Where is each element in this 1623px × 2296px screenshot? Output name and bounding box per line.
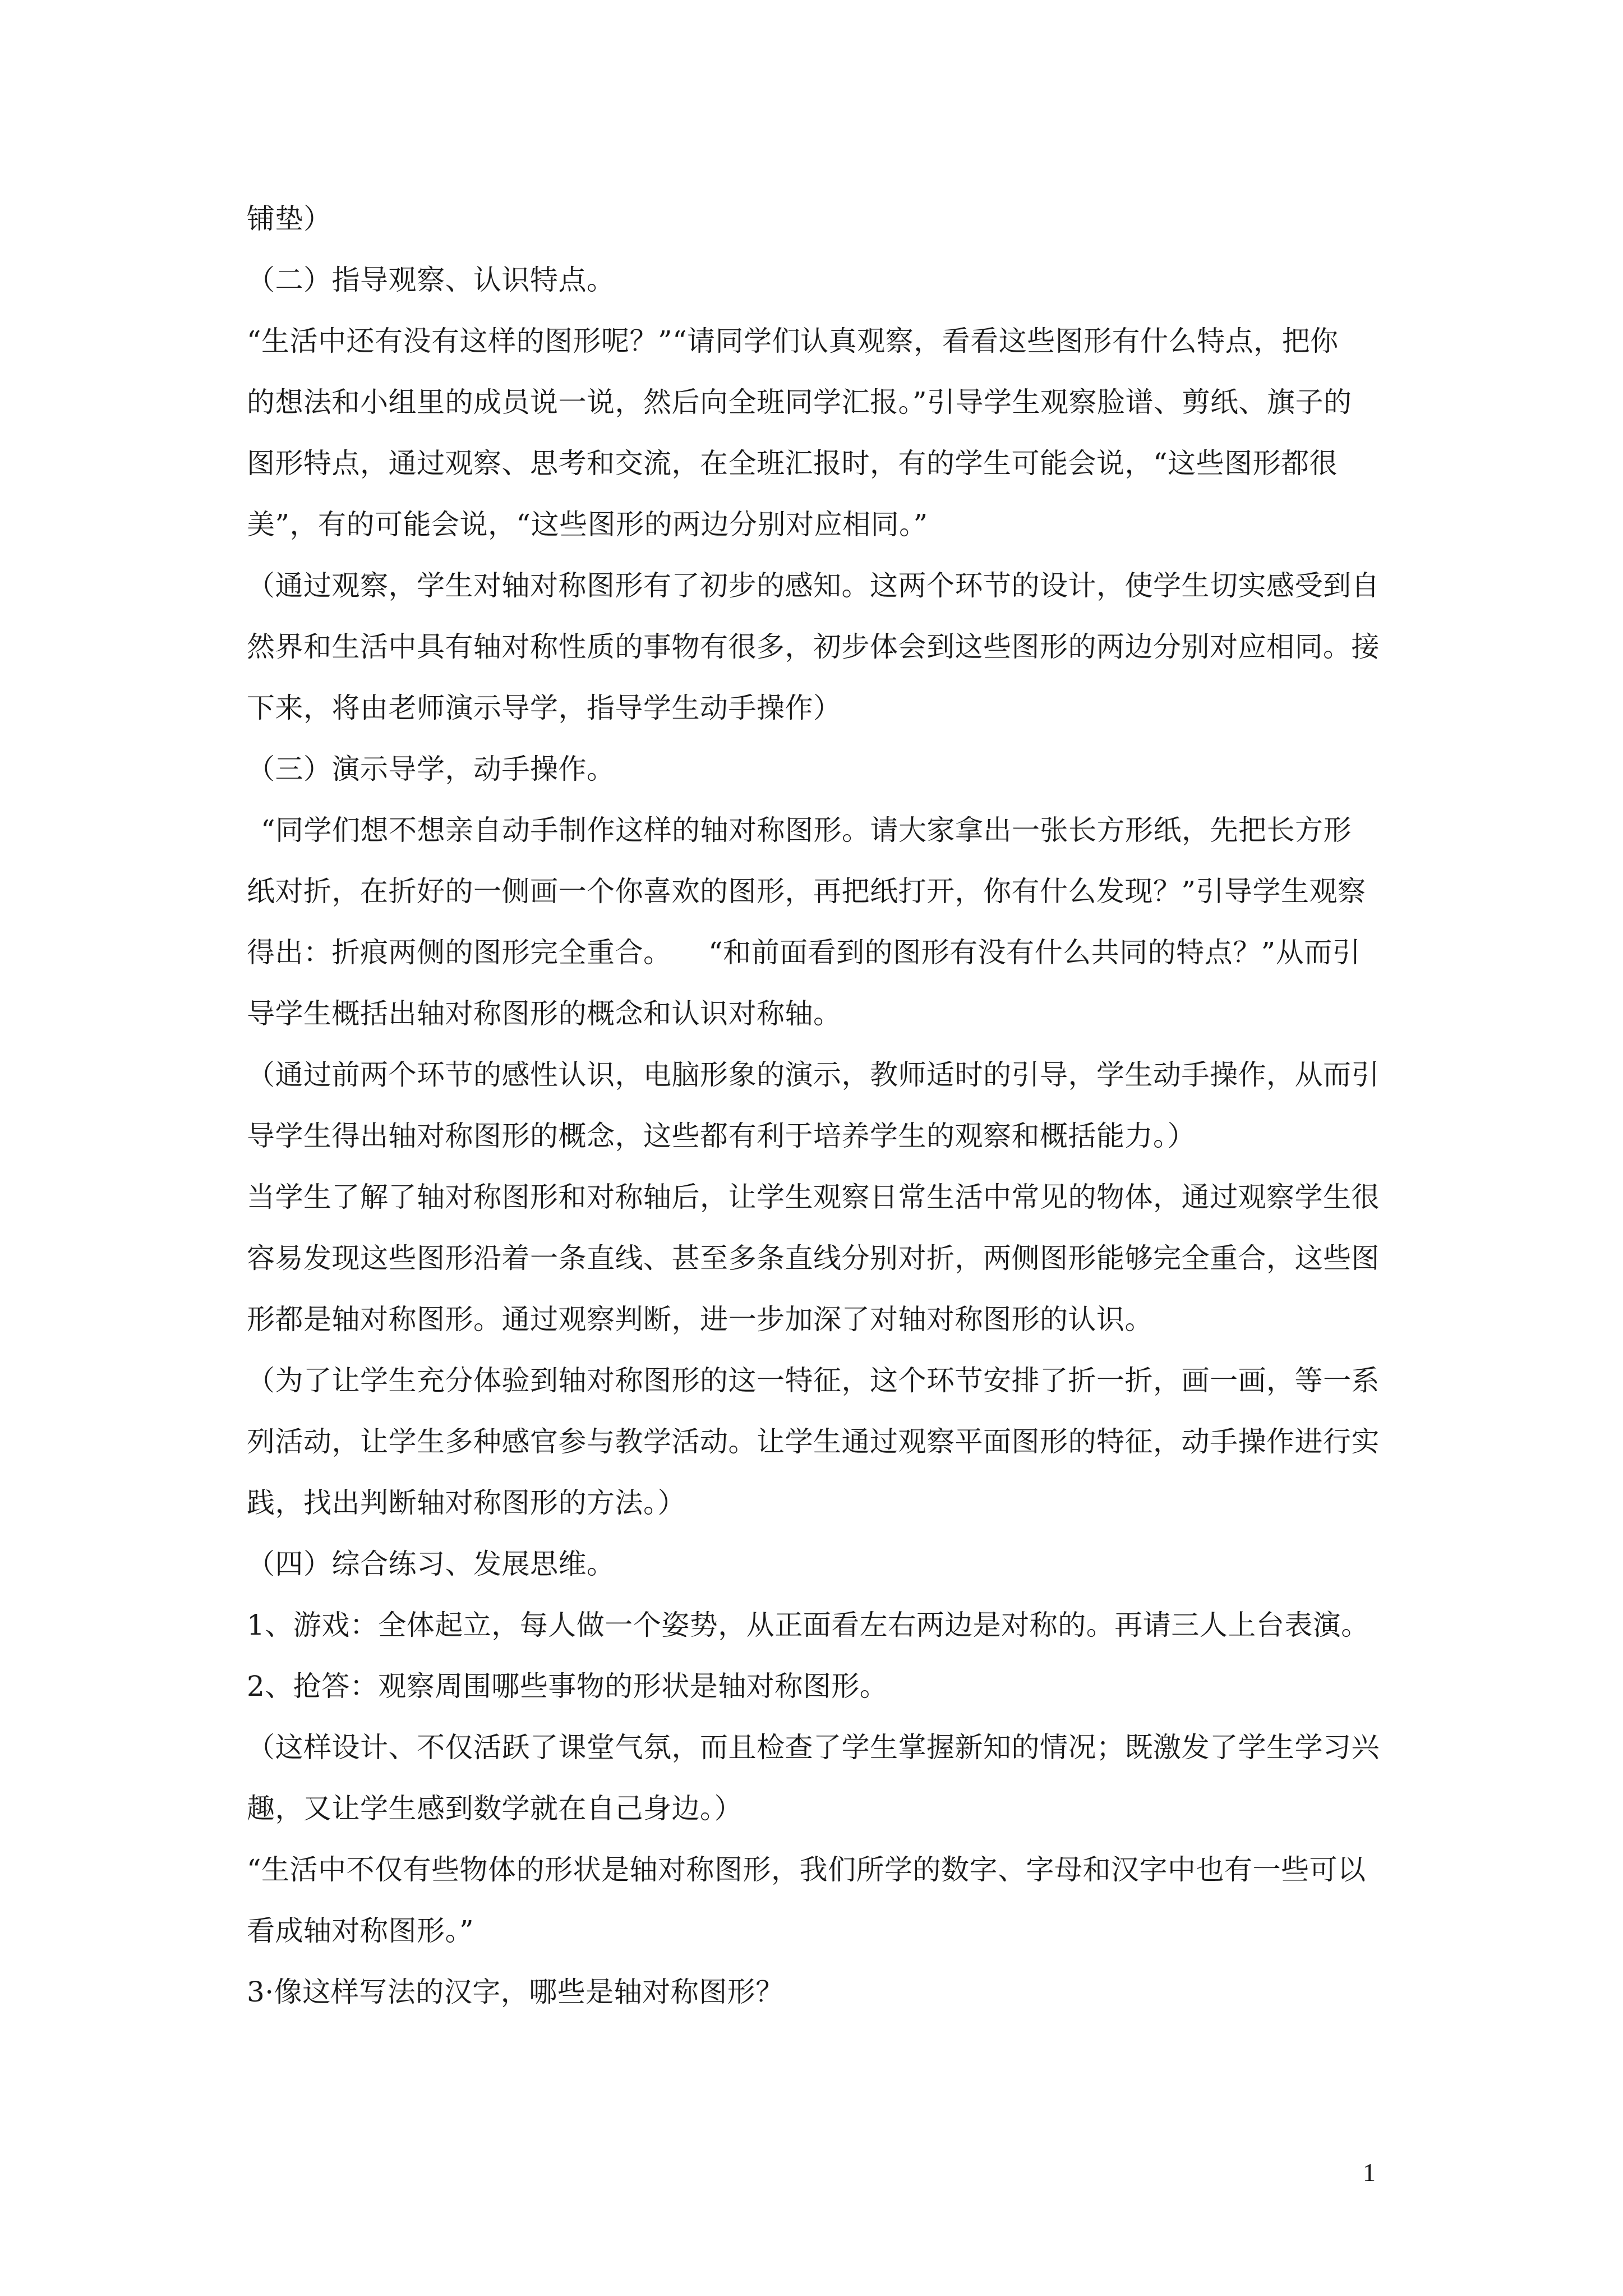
text-line: “生活中不仅有些物体的形状是轴对称图形，我们所学的数字、字母和汉字中也有一些可以 (247, 1853, 1366, 1886)
text-line: 图形特点，通过观察、思考和交流，在全班汇报时，有的学生可能会说，“这些图形都很 (247, 447, 1338, 480)
text-line: 列活动，让学生多种感官参与教学活动。让学生通过观察平面图形的特征，动手操作进行实 (247, 1425, 1380, 1458)
list-item: 3·像这样写法的汉字，哪些是轴对称图形？ (247, 1976, 784, 2008)
text-line: （为了让学生充分体验到轴对称图形的这一特征，这个环节安排了折一折，画一画，等一系 (247, 1364, 1380, 1397)
text-line: 的想法和小组里的成员说一说，然后向全班同学汇报。”引导学生观察脸谱、剪纸、旗子的 (247, 386, 1352, 418)
section-heading: （三）演示导学，动手操作。 (247, 753, 615, 785)
text-line: 容易发现这些图形沿着一条直线、甚至多条直线分别对折，两侧图形能够完全重合，这些图 (247, 1242, 1380, 1274)
text-line: 下来，将由老师演示导学，指导学生动手操作） (247, 692, 842, 724)
text-line: 美”，有的可能会说，“这些图形的两边分别对应相同。” (247, 508, 928, 541)
text-line: 践，找出判断轴对称图形的方法。） (247, 1487, 686, 1519)
list-item: 2、抢答：观察周围哪些事物的形状是轴对称图形。 (247, 1670, 888, 1703)
text-line: 当学生了解了轴对称图形和对称轴后，让学生观察日常生活中常见的物体，通过观察学生很 (247, 1181, 1380, 1213)
text-line: 然界和生活中具有轴对称性质的事物有很多，初步体会到这些图形的两边分别对应相同。接 (247, 631, 1380, 663)
text-line: 纸对折，在折好的一侧画一个你喜欢的图形，再把纸打开，你有什么发现？”引导学生观察 (247, 875, 1366, 908)
section-heading: （四）综合练习、发展思维。 (247, 1548, 615, 1580)
text-line: 铺垫） (247, 203, 332, 235)
text-line: （这样设计、不仅活跃了课堂气氛，而且检查了学生掌握新知的情况；既激发了学生学习兴 (247, 1731, 1380, 1764)
text-line: 形都是轴对称图形。通过观察判断，进一步加深了对轴对称图形的认识。 (247, 1303, 1153, 1336)
text-line: “同学们想不想亲自动手制作这样的轴对称图形。请大家拿出一张长方形纸，先把长方形 (261, 814, 1352, 846)
text-line: （通过前两个环节的感性认识，电脑形象的演示，教师适时的引导，学生动手操作，从而引 (247, 1059, 1380, 1091)
section-heading: （二）指导观察、认识特点。 (247, 264, 615, 296)
text-line: 得出：折痕两侧的图形完全重合。 “和前面看到的图形有没有什么共同的特点？”从而引 (247, 936, 1361, 969)
document-body (247, 202, 1380, 2009)
text-line: 看成轴对称图形。” (247, 1915, 474, 1947)
list-item: 1、游戏：全体起立，每人做一个姿势，从正面看左右两边是对称的。再请三人上台表演。 (247, 1609, 1370, 1641)
text-line: 导学生得出轴对称图形的概念，这些都有利于培养学生的观察和概括能力。） (247, 1120, 1196, 1152)
text-line: 趣，又让学生感到数学就在自己身边。） (247, 1792, 743, 1825)
text-line: 导学生概括出轴对称图形的概念和认识对称轴。 (247, 997, 842, 1030)
text-line: “生活中还有没有这样的图形呢？”“请同学们认真观察，看看这些图形有什么特点，把你 (247, 325, 1339, 357)
page-number: 1 (1363, 2158, 1376, 2187)
text-line: （通过观察，学生对轴对称图形有了初步的感知。这两个环节的设计，使学生切实感受到自 (247, 569, 1380, 602)
